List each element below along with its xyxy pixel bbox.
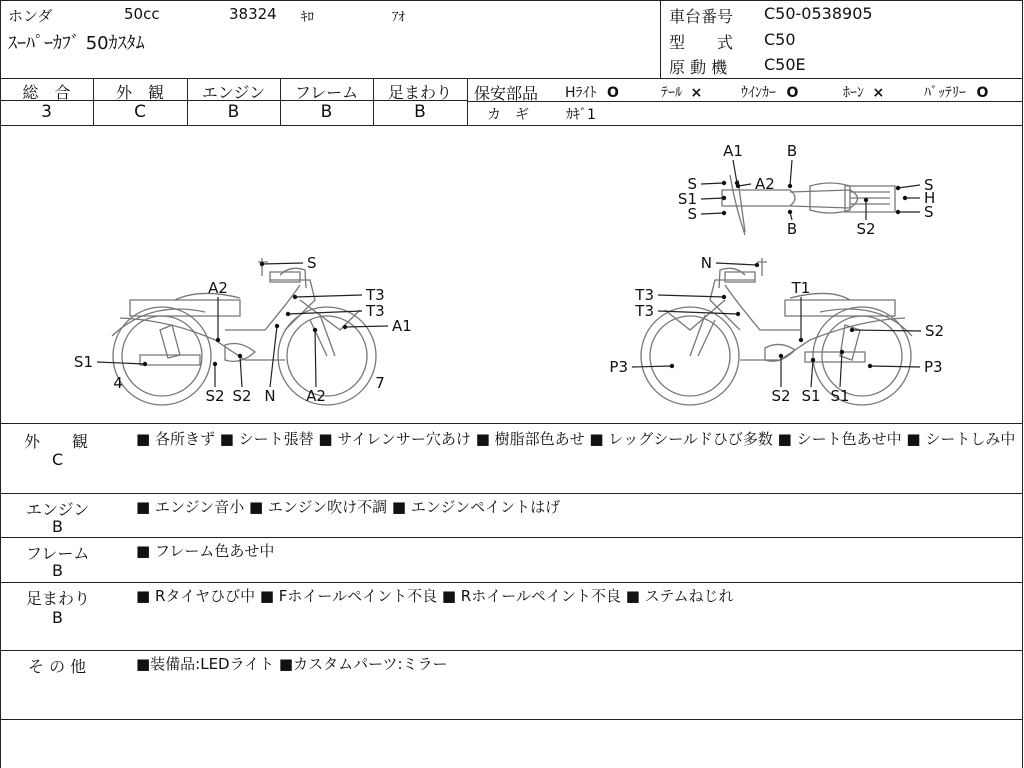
frame-no: C50-0538905 <box>764 4 873 23</box>
diagram-damage-point <box>343 325 347 329</box>
key-label: カ ギ <box>487 107 529 123</box>
diagram-damage-point <box>788 184 792 188</box>
grade-exterior: C <box>134 102 146 122</box>
diagram-code-label: S1 <box>830 387 850 405</box>
grade-frame-label: フレーム <box>294 83 359 102</box>
remark-label-engine: エンジン <box>26 500 90 519</box>
diagram-leader-line <box>716 263 757 265</box>
grade-total: 3 <box>41 102 52 122</box>
grade-frame: B <box>320 102 333 122</box>
diagram-damage-point <box>903 196 907 200</box>
diagram-code-label: S <box>924 203 934 221</box>
diagram-code-label: S <box>924 176 934 194</box>
remark-label-other: そ の 他 <box>28 657 87 676</box>
damage-diagram <box>0 126 1023 422</box>
safety-item-battery <box>924 82 988 102</box>
maker: ホンダ <box>8 7 53 25</box>
diagram-damage-point <box>788 210 792 214</box>
grade-exterior-label: 外 観 <box>115 83 164 102</box>
grade-suspension-label: 足まわり <box>387 83 452 102</box>
diagram-damage-point <box>811 358 815 362</box>
engine-model: C50E <box>764 55 806 74</box>
diagram-code-label: A2 <box>306 387 326 405</box>
key-value: ｶｷﾞ1 <box>566 107 596 123</box>
remark-grade-exterior: C <box>52 450 64 469</box>
safety-item-winker <box>741 82 798 102</box>
diagram-leader-line <box>898 185 920 188</box>
border-top <box>0 0 1023 1</box>
remark-grade-suspension: B <box>52 608 63 627</box>
diagram-code-label: A2 <box>208 279 228 297</box>
remark-label-suspension: 足まわり <box>26 589 91 608</box>
rear-wheel-left <box>113 307 211 405</box>
remark-grade-frame: B <box>52 561 63 580</box>
safety-item-mark: O <box>976 85 989 101</box>
safety-item-mark: × <box>690 85 703 101</box>
remark-label-exterior: 外 観 <box>24 432 89 451</box>
diagram-damage-point <box>260 262 264 266</box>
diagram-damage-point <box>755 263 759 267</box>
diagram-damage-point <box>213 362 217 366</box>
diagram-damage-point <box>840 350 844 354</box>
remark-label-frame: フレーム <box>26 544 90 563</box>
diagram-damage-point <box>850 328 854 332</box>
diagram-code-label: S <box>687 205 697 223</box>
model-name: ｽｰﾊﾟｰｶﾌﾞ 50ｶｽﾀﾑ <box>8 33 145 54</box>
diagram-code-label: S2 <box>856 220 876 238</box>
diagram-code-label: N <box>700 254 712 272</box>
displacement: 50cc <box>124 5 160 23</box>
diagram-code-label: H <box>924 189 936 207</box>
diagram-damage-point <box>238 354 242 358</box>
diagram-code-label: A1 <box>723 142 743 160</box>
diagram-damage-point <box>722 196 726 200</box>
grade-total-label: 総 合 <box>22 83 71 102</box>
engine-model-label: 原 動 機 <box>669 58 728 77</box>
color: ｱｵ <box>392 10 405 25</box>
safety-item-mark: O <box>606 85 619 101</box>
top-seat <box>810 183 850 213</box>
safety-item-headlight <box>565 82 619 102</box>
diagram-damage-point <box>216 338 220 342</box>
diagram-damage-point <box>868 364 872 368</box>
diagram-bottom-line <box>0 423 1023 424</box>
diagram-damage-point <box>736 312 740 316</box>
diagram-leader-line <box>811 360 813 387</box>
diagram-damage-point <box>722 211 726 215</box>
safety-item-tail <box>661 82 702 102</box>
diagram-code-label: B <box>786 142 798 160</box>
diagram-code-label: S2 <box>925 322 945 340</box>
diagram-code-label: S1 <box>677 190 697 208</box>
safety-item-name: ﾎｰﾝ <box>843 85 864 101</box>
diagram-code-label: S1 <box>73 353 93 371</box>
remarks-line-5 <box>0 719 1023 720</box>
muffler-left <box>140 355 200 365</box>
diagram-leader-line <box>295 295 362 297</box>
diagram-code-label: A2 <box>755 175 775 193</box>
remarks-line-3 <box>0 582 1023 583</box>
type-label: 型 式 <box>669 33 734 52</box>
diagram-damage-point <box>313 328 317 332</box>
diagram-leader-line <box>790 160 792 186</box>
safety-item-mark: O <box>786 85 799 101</box>
grade-engine: B <box>227 102 240 122</box>
diagram-damage-point <box>143 362 147 366</box>
diagram-leader-line <box>701 198 724 199</box>
diagram-code-label: T3 <box>366 286 385 304</box>
diagram-code-label: T3 <box>366 302 385 320</box>
safety-item-horn <box>843 82 884 102</box>
diagram-leader-line <box>701 213 724 214</box>
remark-text-exterior: ■ 各所きず ■ シート張替 ■ サイレンサー穴あけ ■ 樹脂部色あせ ■ レッグシールドひび多数 ■ シート色あせ中 ■ シートしみ中 <box>136 430 1016 448</box>
diagram-code-label: 4 <box>113 374 123 392</box>
diagram-code-label: P3 <box>924 358 943 376</box>
diagram-damage-point <box>864 198 868 202</box>
diagram-damage-point <box>722 295 726 299</box>
diagram-damage-point <box>736 184 740 188</box>
remarks-line-1 <box>0 493 1023 494</box>
diagram-code-label: S <box>687 175 697 193</box>
grade-engine-label: エンジン <box>201 83 266 102</box>
diagram-leader-line <box>632 366 672 367</box>
safety-label: 保安部品 <box>474 84 539 103</box>
diagram-damage-point <box>779 354 783 358</box>
diagram-damage-point <box>293 295 297 299</box>
diagram-damage-point <box>799 338 803 342</box>
remark-text-engine: ■ エンジン音小 ■ エンジン吹け不調 ■ エンジンペイントはげ <box>136 498 561 516</box>
diagram-code-label: B <box>786 220 798 238</box>
diagram-code-label: P3 <box>609 358 628 376</box>
diagram-code-label: T3 <box>635 286 654 304</box>
remark-text-suspension: ■ Rタイヤひび中 ■ Fホイールペイント不良 ■ Rホイールペイント不良 ■ ステムねじれ <box>136 587 734 605</box>
remark-text-other: ■装備品:LEDライト ■カスタムパーツ:ミラー <box>136 655 448 673</box>
diagram-leader-line <box>701 183 724 184</box>
diagram-leader-line <box>852 330 921 331</box>
diagram-code-label: S <box>307 254 317 272</box>
grades-top-line <box>0 78 1023 79</box>
safety-item-mark: × <box>872 85 885 101</box>
diagram-leader-line <box>97 362 145 364</box>
safety-item-name: ﾊﾞｯﾃﾘｰ <box>924 85 966 101</box>
diagram-code-label: T3 <box>635 302 654 320</box>
diagram-code-label: S2 <box>771 387 791 405</box>
diagram-leader-line <box>315 330 316 387</box>
diagram-code-label: S2 <box>232 387 252 405</box>
remark-grade-engine: B <box>52 517 63 536</box>
diagram-damage-point <box>275 324 279 328</box>
diagram-damage-point <box>670 364 674 368</box>
diagram-leader-line <box>840 352 842 387</box>
diagram-leader-line <box>870 366 920 367</box>
safety-item-name: ｳｲﾝｶｰ <box>741 85 776 101</box>
diagram-damage-point <box>286 312 290 316</box>
diagram-leader-line <box>658 295 724 297</box>
diagram-leader-line <box>345 326 388 327</box>
diagram-damage-point <box>896 186 900 190</box>
remarks-line-2 <box>0 537 1023 538</box>
grade-suspension: B <box>414 102 426 122</box>
diagram-code-label: T1 <box>791 279 811 297</box>
diagram-code-label: 7 <box>375 374 385 392</box>
diagram-code-label: S1 <box>801 387 821 405</box>
type-value: C50 <box>764 30 796 49</box>
safety-item-name: ﾃｰﾙ <box>661 85 682 101</box>
diagram-code-label: A1 <box>392 317 412 335</box>
diagram-leader-line <box>733 160 737 183</box>
remarks-line-4 <box>0 650 1023 651</box>
safety-item-name: Hﾗｲﾄ <box>565 85 597 101</box>
diagram-code-label: S2 <box>205 387 225 405</box>
remark-text-frame: ■ フレーム色あせ中 <box>136 542 275 560</box>
grade-divider-5 <box>467 78 468 125</box>
diagram-leader-line <box>270 326 277 387</box>
diagram-leader-line <box>262 263 303 264</box>
mileage-unit: ｷﾛ <box>301 10 314 25</box>
seat-left <box>130 300 240 316</box>
diagram-damage-point <box>896 210 900 214</box>
mileage: 38324 <box>229 5 277 23</box>
frame-no-label: 車台番号 <box>669 7 734 26</box>
diagram-code-label: N <box>264 387 276 405</box>
top-carrier <box>845 186 895 212</box>
header-divider <box>660 0 661 78</box>
diagram-damage-point <box>722 181 726 185</box>
